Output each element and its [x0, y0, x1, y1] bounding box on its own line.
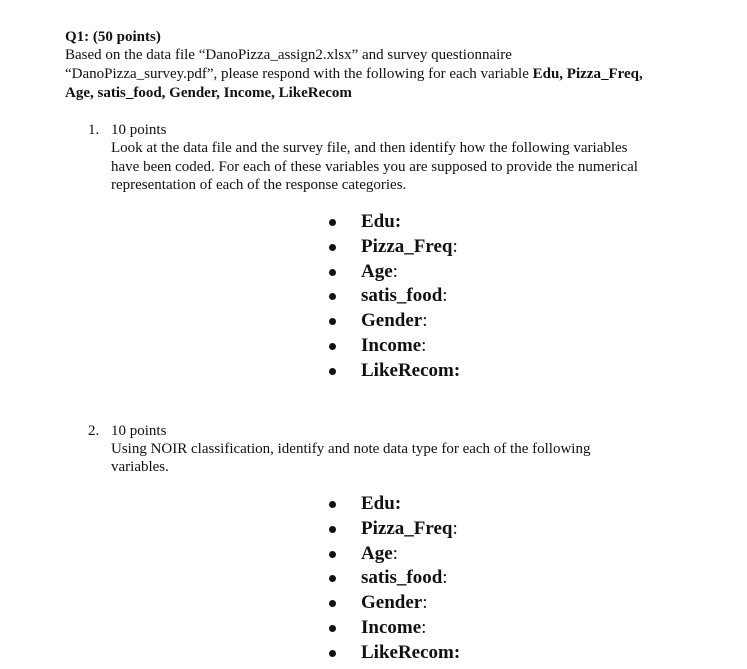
task-1-number: 1.: [88, 122, 100, 138]
variable-name: LikeRecom: [361, 641, 454, 663]
variable-name: Pizza_Freq: [361, 235, 453, 257]
bullet-icon: [329, 219, 336, 226]
variable-colon: :: [394, 211, 402, 232]
bullet-icon: [329, 269, 336, 276]
variable-colon: :: [442, 567, 448, 589]
variable-colon: :: [453, 359, 461, 381]
bullet-icon: [329, 551, 336, 558]
variable-colon: :: [422, 592, 428, 614]
variable-name: satis_food: [361, 285, 443, 307]
variable-name: Edu: [361, 493, 395, 514]
variable-name: satis_food: [361, 567, 443, 589]
bullet-icon: [329, 501, 336, 508]
variable-name: Income: [361, 616, 422, 638]
variable-name: LikeRecom: [361, 359, 454, 381]
bullet-icon: [329, 526, 336, 533]
variable-name: Income: [361, 334, 422, 356]
variable-colon: :: [442, 285, 448, 307]
bullet-icon: [329, 244, 336, 251]
variable-colon: :: [452, 235, 458, 257]
bullet-icon: [329, 575, 336, 582]
task-1-line-2: have been coded. For each of these variables you are supposed to provide the numerical: [111, 159, 638, 175]
variable-name: Edu: [361, 211, 395, 232]
task-2-points: 10 points: [111, 423, 167, 439]
task-1-line-1: Look at the data file and the survey file, and then identify how the following variables: [111, 140, 628, 156]
question-intro-line2: [65, 65, 643, 84]
variable-colon: :: [422, 310, 428, 332]
variable-name: Age: [361, 542, 393, 564]
question-title: Q1: (50 points): [65, 29, 161, 45]
variable-colon: :: [392, 542, 398, 564]
bullet-icon: [329, 318, 336, 325]
bullet-icon: [329, 293, 336, 300]
variable-name: Gender: [361, 592, 423, 614]
question-intro-variables-b: Age, satis_food, Gender, Income, LikeRecom: [65, 85, 352, 101]
variable-name: Age: [361, 260, 393, 282]
variable-name: Gender: [361, 310, 423, 332]
task-2-line-2: variables.: [111, 459, 169, 475]
task-1-points: 10 points: [111, 122, 167, 138]
question-intro-variables-a: Edu, Pizza_Freq,: [532, 66, 643, 82]
variable-colon: :: [453, 641, 461, 663]
variable-colon: :: [394, 493, 402, 514]
variable-colon: :: [421, 334, 427, 356]
bullet-icon: [329, 650, 336, 657]
variable-colon: :: [392, 260, 398, 282]
bullet-icon: [329, 368, 336, 375]
bullet-icon: [329, 343, 336, 350]
variable-colon: :: [421, 616, 427, 638]
variable-colon: :: [452, 517, 458, 539]
task-2-line-1: Using NOIR classification, identify and note data type for each of the following: [111, 441, 591, 457]
question-intro-line1: Based on the data file “DanoPizza_assign2.xlsx” and survey questionnaire: [65, 47, 512, 63]
bullet-icon: [329, 625, 336, 632]
task-1-line-3: representation of each of the response categories.: [111, 177, 407, 193]
task-2-number: 2.: [88, 423, 100, 439]
variable-name: Pizza_Freq: [361, 517, 453, 539]
bullet-icon: [329, 600, 336, 607]
question-intro-line2-text: “DanoPizza_survey.pdf”, please respond with the following for each variable: [65, 66, 533, 82]
